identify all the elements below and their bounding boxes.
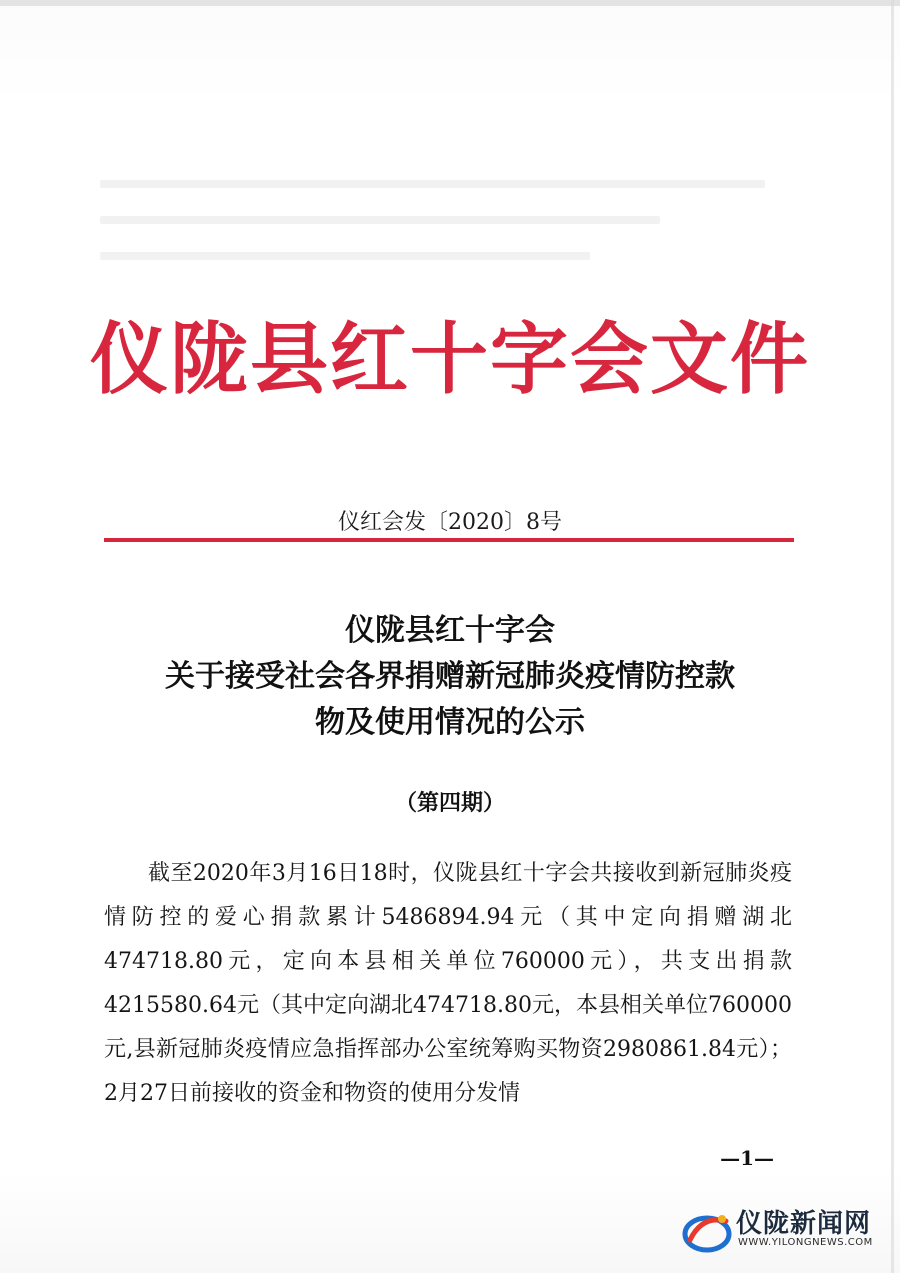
- notice-title-line-2: 关于接受社会各界捐赠新冠肺炎疫情防控款: [165, 659, 735, 694]
- site-name: 仪陇新闻网: [736, 1209, 872, 1239]
- site-logo-icon: [682, 1207, 732, 1257]
- issue-number: （第四期）: [394, 790, 505, 816]
- document-number: 仪红会发〔2020〕8号: [338, 510, 562, 535]
- document-header-title: 仪陇县红十字会文件: [89, 315, 810, 405]
- notice-title-line-1: 仪陇县红十字会: [345, 613, 555, 648]
- bleed-through-shadow: [100, 180, 800, 300]
- site-watermark: [682, 1203, 892, 1259]
- site-url: WWW.YILONGNEWS.COM: [738, 1237, 873, 1248]
- notice-title-line-3: 物及使用情况的公示: [315, 705, 585, 740]
- body-paragraph: 截至2020年3月16日18时，仪陇县红十字会共接收到新冠肺炎疫情防控的爱心捐款累计5486894.94元（其中定向捐赠湖北474718.80元，定向本县相关单位760000元），共支出捐款4215580.64元（其中定向湖北474718.80元，本县相关单位760000 元,县新冠肺炎疫情应急指挥部办公室统筹购买物资2980861.84元）；2月27日前接收的资金和物资的使用分发情: [104, 861, 792, 1106]
- header-red-divider: [104, 538, 794, 542]
- scan-edge-top: [0, 0, 900, 6]
- page-number: —1—: [720, 1146, 774, 1170]
- notice-title: [0, 608, 900, 746]
